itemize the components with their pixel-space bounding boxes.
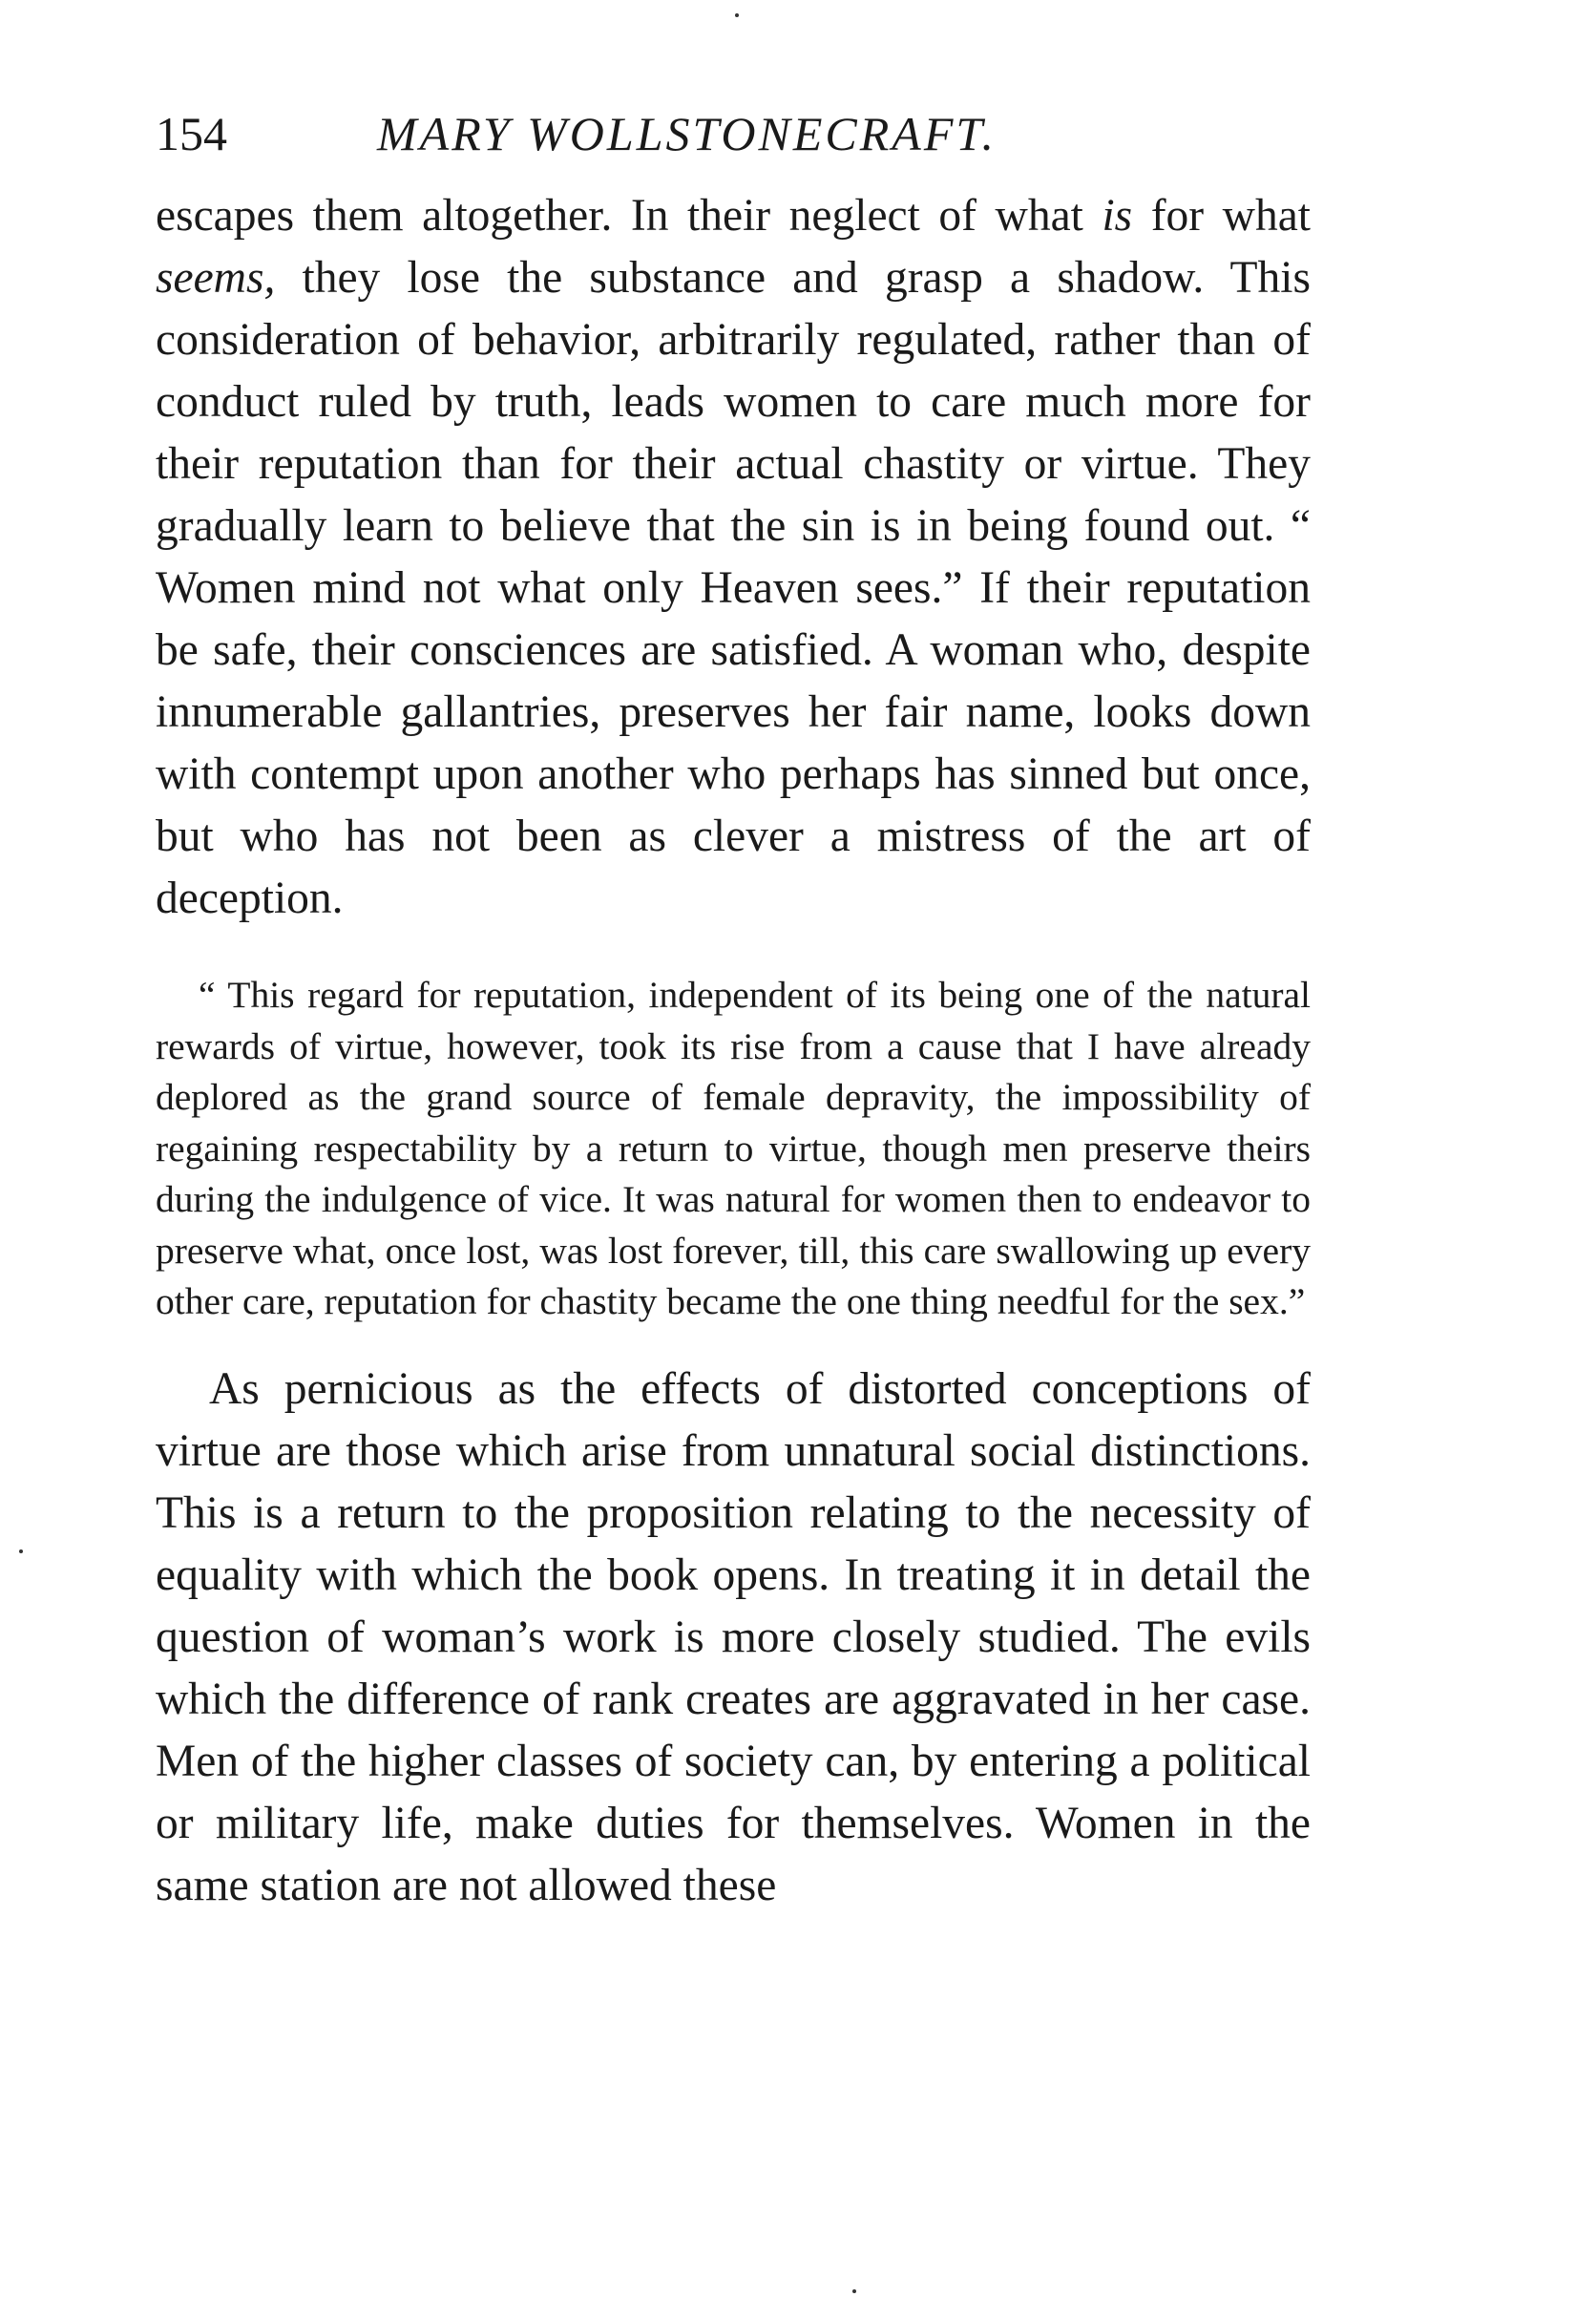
page-number: 154 [156, 107, 227, 160]
book-page [156, 95, 1311, 1917]
stray-mark-bottom [852, 2289, 856, 2293]
body-paragraph-2: As pernicious as the effects of distorted conceptions of virtue are those which arise from unnatural social distinctions. This is a return to the proposition relating to the necessity of equality with which the book opens. In treating it in detail the question of woman’s work is more closely studied. The evils which the difference of rank creates are aggravated in her case. Men of the higher classes of society can, by entering a political or military life, make duties for themselves. Women in the same station are not allowed these [156, 1363, 1311, 1910]
stray-mark-left [19, 1549, 23, 1553]
running-head [156, 95, 1311, 172]
paragraph-1-text-c: they lose the substance and grasp a shadow. This consideration of behavior, arbitrarily regulated, rather than of conduct ruled by truth, leads women to care much more for their reputation than for their actual chastity or virtue. They gradually learn to believe that the sin is in being found out. “ Women mind not what only Heaven sees.” If their reputation be safe, their consciences are satisfied. A woman who, despite innumerable gallantries, preserves her fair name, looks down with contempt upon another who perhaps has sinned but once, but who has not been as clever a mistress of the art of deception. [156, 253, 1311, 923]
running-title: MARY WOLLSTONECRAFT. [377, 107, 997, 160]
body-paragraph-1 [156, 185, 1311, 930]
emphasis-seems: seems, [156, 253, 276, 303]
block-quotation: “ This regard for reputation, independent of its being one of the natural rewards of virtue, however, took its rise from a cause that I have already deplored as the grand source of female depravity, the impossibility of regaining respectability by a return to virtue, though men preserve theirs during the indulgence of vice. It was natural for women then to endeavor to preserve what, once lost, was lost forever, till, this care swallowing up every other care, reputation for chastity became the one thing needful for the sex.” [156, 974, 1311, 1322]
stray-mark-top [735, 13, 739, 17]
paragraph-1-text-a: escapes them altogether. In their neglect of what [156, 191, 1102, 241]
emphasis-is: is [1102, 191, 1133, 241]
paragraph-1-text-b: for what [1132, 191, 1311, 241]
